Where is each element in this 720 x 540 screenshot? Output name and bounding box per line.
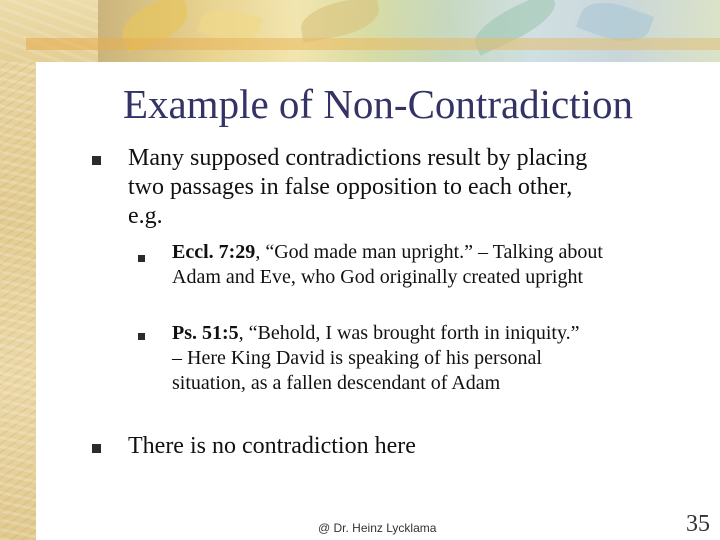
banner-gold-band: [26, 38, 720, 50]
square-bullet-icon: [92, 444, 101, 453]
slide-title: Example of Non-Contradiction: [122, 81, 634, 127]
parchment-border: [0, 0, 36, 540]
square-bullet-icon: [138, 333, 145, 340]
header-banner: [0, 0, 720, 62]
bullet-text: There is no contradiction here: [128, 433, 416, 459]
bullet-text: Many supposed contradictions result by placing two passages in false opposition to each other, e.g.: [128, 145, 588, 229]
sub-bullet-text: [172, 321, 582, 396]
scripture-reference: Eccl. 7:29: [172, 241, 256, 263]
sub-bullet-text: [172, 240, 650, 290]
sub-bullet-body: , “God made man upright.” – Talking about Adam and Eve, who God originally created upright: [172, 241, 603, 288]
square-bullet-icon: [92, 156, 101, 165]
sub-bullet-body: , “Behold, I was brought forth in iniquity.” – Here King David is speaking of his personal situation, as a fallen descendant of Adam: [172, 322, 580, 394]
content-panel: [36, 62, 720, 540]
scripture-reference: Ps. 51:5: [172, 322, 239, 344]
square-bullet-icon: [138, 255, 145, 262]
page-number: 35: [686, 511, 710, 537]
footer-credit: @ Dr. Heinz Lycklama: [318, 521, 437, 535]
